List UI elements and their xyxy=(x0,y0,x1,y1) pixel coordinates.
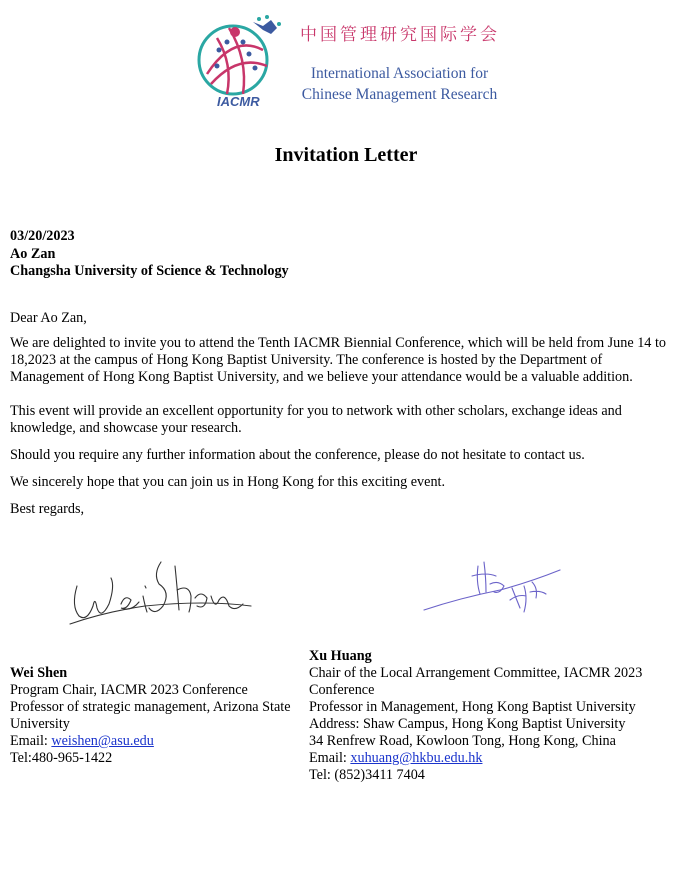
signer-block xyxy=(309,648,669,784)
org-name-english xyxy=(297,63,502,105)
body-paragraph: This event will provide an excellent opportunity for you to network with other scholars, exchange ideas and knowledge, and showcase your research. xyxy=(10,403,622,436)
body-paragraph: Should you require any further information about the conference, please do not hesitate to contact us. xyxy=(10,447,585,463)
letter-date: 03/20/2023 xyxy=(10,228,75,244)
signature-xu-huang xyxy=(420,558,565,616)
signer-tel: Tel:480-965-1422 xyxy=(10,750,113,766)
signer-email-line xyxy=(10,733,310,750)
signer-name: Xu Huang xyxy=(309,648,372,664)
signer-title: Program Chair, IACMR 2023 Conference xyxy=(10,682,248,698)
body-paragraph: We sincerely hope that you can join us in Hong Kong for this exciting event. xyxy=(10,474,446,490)
email-link[interactable]: weishen@asu.edu xyxy=(51,733,154,749)
iacmr-logo xyxy=(193,14,305,114)
email-label: Email: xyxy=(10,733,52,749)
recipient-name: Ao Zan xyxy=(10,245,56,262)
signature-wei-shen xyxy=(65,556,255,631)
signer-title: Chair of the Local Arrangement Committee, IACMR 2023 Conference xyxy=(309,665,643,698)
org-name-line1: International Association for xyxy=(310,65,489,82)
signer-email-line xyxy=(309,750,669,767)
recipient-institution: Changsha University of Science & Technology xyxy=(10,263,289,279)
signer-address-line2: 34 Renfrew Road, Kowloon Tong, Hong Kong, China xyxy=(309,733,616,749)
signer-address-line1: Address: Shaw Campus, Hong Kong Baptist University xyxy=(309,716,626,732)
page-title: Invitation Letter xyxy=(274,144,418,166)
signer-name: Wei Shen xyxy=(10,665,68,681)
org-name-line2: Chinese Management Research xyxy=(301,86,498,103)
signer-tel: Tel: (852)3411 7404 xyxy=(309,767,425,783)
signer-affiliation: Professor in Management, Hong Kong Baptist University xyxy=(309,699,636,715)
signer-affiliation: Professor of strategic management, Arizona State University xyxy=(10,699,291,732)
org-name-chinese: 中国管理研究国际学会 xyxy=(300,25,500,45)
greeting: Dear Ao Zan, xyxy=(10,310,87,326)
signer-block xyxy=(10,665,310,767)
body-paragraph: We are delighted to invite you to attend the Tenth IACMR Biennial Conference, which will be held from June 14 to 18,2023 at the campus of Hong Kong Baptist University. The conference is hosted by the Department of Management of Hong Kong Baptist University, and we believe your attendance would be a valuable addition. xyxy=(10,335,666,385)
email-link[interactable]: xuhuang@hkbu.edu.hk xyxy=(350,750,483,766)
recipient-block xyxy=(10,228,289,281)
logo-text: IACMR xyxy=(217,94,260,109)
email-label: Email: xyxy=(309,750,351,766)
closing: Best regards, xyxy=(10,501,85,517)
